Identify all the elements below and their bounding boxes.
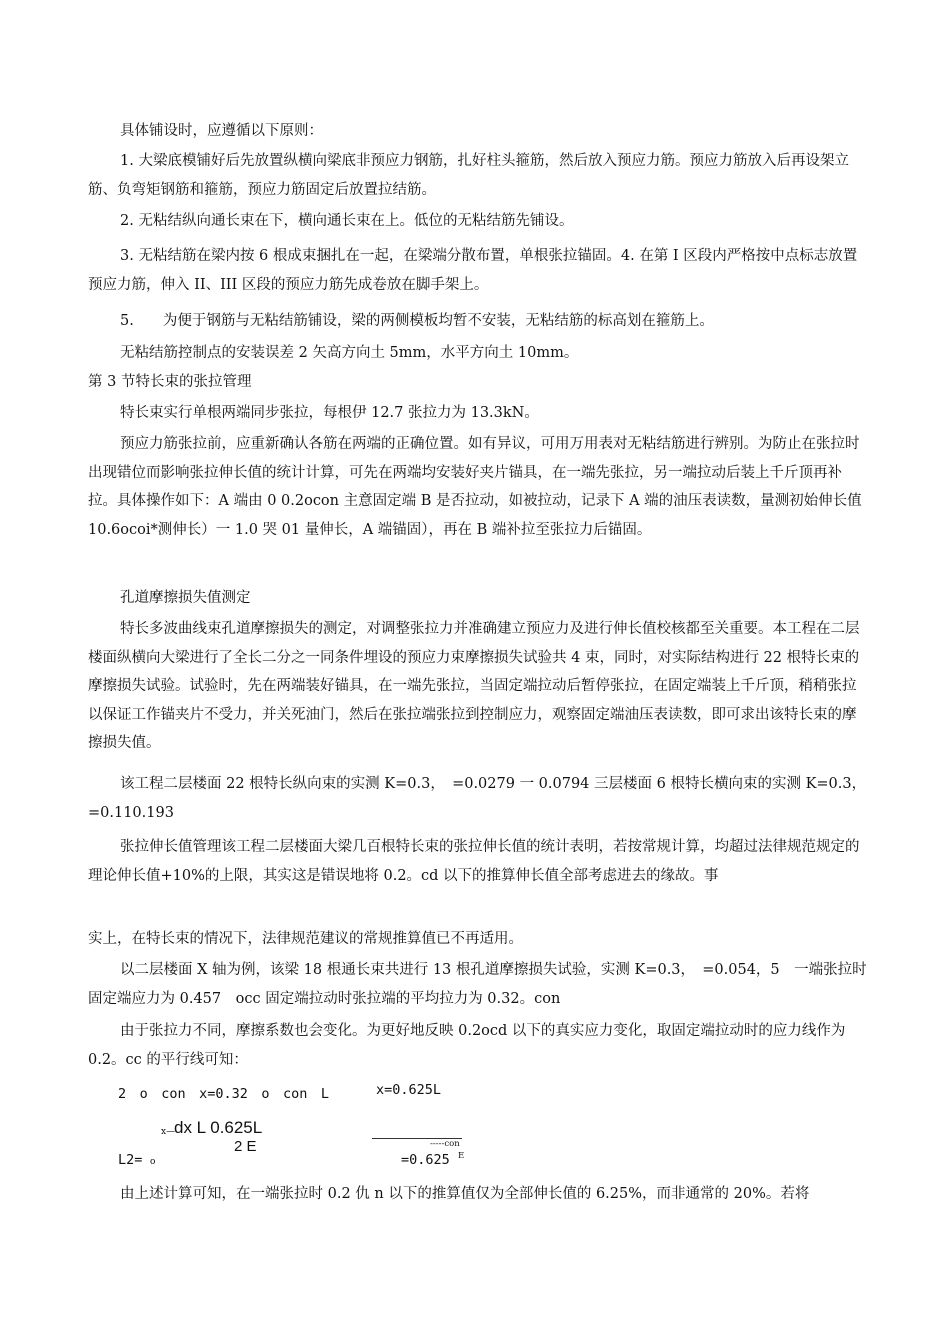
paragraph: 特长多波曲线束孔道摩擦损失的测定，对调整张拉力并准确建立预应力及进行伸长值校核都至关重要。本工程在二层楼面纵横向大梁进行了全长二分之一同条件埋设的预应力束摩擦损失试验共 4 束，同时，对实际结构进行 22 根特长束的摩擦损失试验。试验时，先在两端装好锚具，在一端先张拉，当固定端拉动后暂停张拉，在固定端装上千斤顶，稍稍张拉以保证工作锚夹片不受力，并关死油门，然后在张拉端张拉到控制应力，观察固定端油压表读数，即可求出该特长束的摩擦损失值。 — [88, 621, 860, 751]
formula-denominator: 2 E — [234, 1138, 257, 1155]
formula-lhs-symbol: o — [150, 1157, 156, 1167]
paragraph: 1. 大梁底模铺好后先放置纵横向梁底非预应力钢筋，扎好柱头箍筋，然后放入预应力筋。预应力筋放入后再设架立筋、负弯矩钢筋和箍筋，预应力筋固定后放置拉结筋。 — [88, 153, 849, 198]
paragraph: 以二层楼面 X 轴为例，该梁 18 根通长束共进行 13 根孔道摩擦损失试验，实测 K=0.3， =0.054，5 一端张拉时固定端应力为 0.457 occ 固定端拉动时张拉端的平均拉力为 0.32。con — [88, 962, 867, 1007]
paragraph: 3. 无粘结筋在梁内按 6 根成束捆扎在一起，在梁端分散布置，单根张拉锚固。4. 在第 I 区段内严格按中点标志放置预应力筋，伸入 II、III 区段的预应力筋先成卷放在脚手架上。 — [88, 248, 858, 293]
paragraph: 2. 无粘结纵向通长束在下，横向通长束在上。低位的无粘结筋先铺设。 — [120, 213, 574, 229]
paragraph: 实上，在特长束的情况下，法律规范建议的常规推算值已不再适用。 — [88, 931, 523, 947]
paragraph: 由上述计算可知，在一端张拉时 0.2 仇 n 以下的推算值仅为全部伸长值的 6.25%，而非通常的 20%。若将 — [120, 1186, 810, 1202]
section-heading: 第 3 节特长束的张拉管理 — [88, 374, 252, 390]
paragraph: 由于张拉力不同，摩擦系数也会变化。为更好地反映 0.2ocd 以下的真实应力变化，取固定端拉动时的应力线作为 0.2。cc 的平行线可知： — [88, 1023, 846, 1068]
paragraph: 无粘结筋控制点的安装误差 2 矢高方向土 5mm，水平方向土 10mm。 — [120, 345, 579, 361]
paragraph: 该工程二层楼面 22 根特长纵向束的实测 K=0.3， =0.0279 一 0.0794 三层楼面 6 根特长横向束的实测 K=0.3， =0.110.193 — [88, 776, 874, 821]
subsection-heading: 孔道摩擦损失值测定 — [120, 590, 251, 606]
paragraph: 具体铺设时，应遵循以下原则： — [120, 123, 323, 139]
formula-line: x=0.625L — [376, 1082, 442, 1098]
formula-x-mark: x— — [161, 1127, 176, 1137]
formula-rhs-superscript: E — [458, 1151, 465, 1161]
paragraph: 预应力筋张拉前，应重新确认各筋在两端的正确位置。如有异议，可用万用表对无粘结筋进行辨别。为防止在张拉时出现错位而影响张拉伸长值的统计计算，可先在两端均安装好夹片锚具，在一端先张拉，另一端拉动后装上千斤顶再补拉。具体操作如下：A 端由 0 0.2ocon 主意固定端 B 是否拉动，如被拉动，记录下 A 端的油压表读数，量测初始伸长值 10.6ocoi*测伸长）一 1.0 哭 01 量伸长，A 端锚固），再在 B 端补拉至张拉力后锚固。 — [88, 436, 862, 538]
formula-con-label: -----con — [430, 1139, 460, 1149]
formula-line: 2 o con x=0.32 o con L — [118, 1086, 330, 1102]
formula-expression: dx L 0.625L — [174, 1118, 263, 1137]
formula-lhs: L2= — [118, 1152, 143, 1168]
paragraph: 张拉伸长值管理该工程二层楼面大梁几百根特长束的张拉伸长值的统计表明，若按常规计算，均超过法律规范规定的理论伸长值+10%的上限，其实这是错误地将 0.2。cd 以下的推算伸长值全部考虑进去的缘故。事 — [88, 839, 860, 884]
paragraph: 特长束实行单根两端同步张拉，每根伊 12.7 张拉力为 13.3kN。 — [120, 405, 539, 421]
formula-rhs: =0.625 — [401, 1152, 450, 1168]
paragraph: 5. 为便于钢筋与无粘结筋铺设，梁的两侧模板均暂不安装，无粘结筋的标高划在箍筋上。 — [120, 313, 714, 329]
